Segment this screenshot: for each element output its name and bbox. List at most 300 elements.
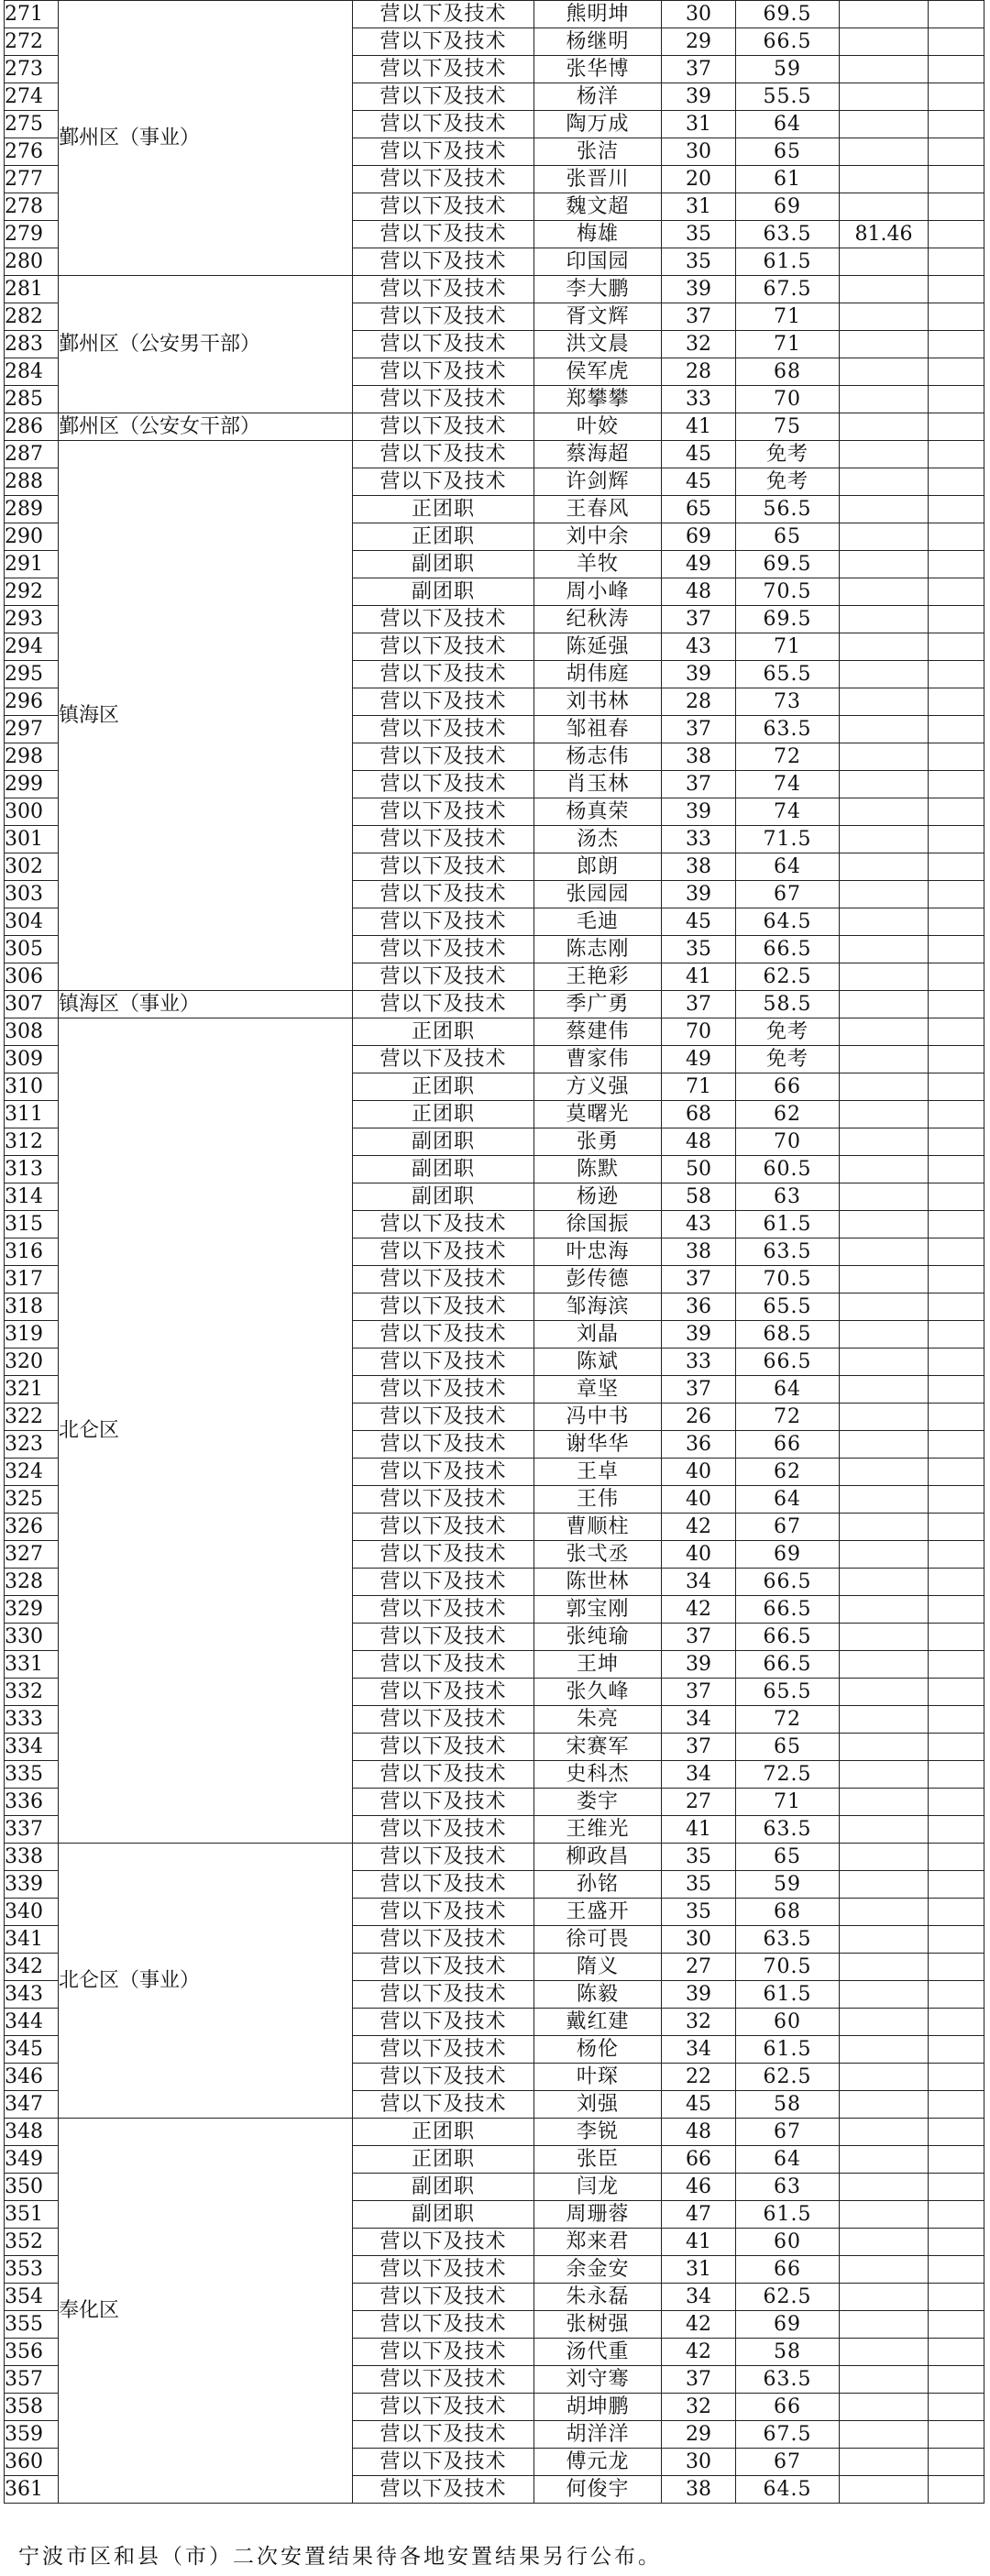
age-cell: 41 <box>662 963 736 991</box>
age-cell: 34 <box>662 2284 736 2311</box>
extra-cell <box>929 1926 984 1954</box>
extra-cell <box>929 28 984 56</box>
age-cell: 37 <box>662 1266 736 1294</box>
total-score-cell <box>840 963 929 991</box>
name-cell: 柳政昌 <box>534 1844 662 1871</box>
extra-cell <box>929 276 984 303</box>
row-index: 288 <box>5 468 59 496</box>
rank-cell: 正团职 <box>353 1018 534 1046</box>
total-score-cell <box>840 1294 929 1321</box>
row-index: 285 <box>5 386 59 413</box>
total-score-cell <box>840 1954 929 1981</box>
name-cell: 方义强 <box>534 1073 662 1101</box>
total-score-cell <box>840 1238 929 1266</box>
extra-cell <box>929 551 984 578</box>
row-index: 359 <box>5 2421 59 2449</box>
extra-cell <box>929 716 984 743</box>
age-cell: 38 <box>662 1238 736 1266</box>
row-index: 271 <box>5 1 59 28</box>
rank-cell: 营以下及技术 <box>353 2449 534 2476</box>
age-cell: 29 <box>662 28 736 56</box>
age-cell: 45 <box>662 908 736 936</box>
score-cell: 72.5 <box>736 1761 840 1789</box>
district-cell: 北仑区（事业） <box>59 1844 353 2119</box>
age-cell: 35 <box>662 248 736 276</box>
age-cell: 69 <box>662 523 736 551</box>
total-score-cell <box>840 1349 929 1376</box>
rank-cell: 营以下及技术 <box>353 853 534 881</box>
total-score-cell <box>840 1459 929 1486</box>
name-cell: 隋义 <box>534 1954 662 1981</box>
age-cell: 37 <box>662 606 736 633</box>
extra-cell <box>929 2449 984 2476</box>
extra-cell <box>929 358 984 386</box>
row-index: 309 <box>5 1046 59 1073</box>
total-score-cell <box>840 798 929 826</box>
rank-cell: 营以下及技术 <box>353 386 534 413</box>
age-cell: 32 <box>662 331 736 358</box>
total-score-cell <box>840 1101 929 1128</box>
rank-cell: 营以下及技术 <box>353 1761 534 1789</box>
row-index: 289 <box>5 496 59 523</box>
score-cell: 56.5 <box>736 496 840 523</box>
table-row <box>5 991 984 1018</box>
age-cell: 42 <box>662 1596 736 1624</box>
row-index: 308 <box>5 1018 59 1046</box>
score-cell: 61.5 <box>736 1981 840 2009</box>
rank-cell: 营以下及技术 <box>353 936 534 963</box>
row-index: 341 <box>5 1926 59 1954</box>
name-cell: 陈志刚 <box>534 936 662 963</box>
row-index: 340 <box>5 1899 59 1926</box>
rank-cell: 营以下及技术 <box>353 2394 534 2421</box>
total-score-cell <box>840 1816 929 1844</box>
rank-cell: 营以下及技术 <box>353 138 534 166</box>
score-cell: 60 <box>736 2009 840 2036</box>
extra-cell <box>929 523 984 551</box>
total-score-cell <box>840 2036 929 2064</box>
extra-cell <box>929 991 984 1018</box>
rank-cell: 营以下及技术 <box>353 661 534 688</box>
age-cell: 48 <box>662 1128 736 1156</box>
row-index: 283 <box>5 331 59 358</box>
total-score-cell <box>840 1624 929 1651</box>
age-cell: 39 <box>662 1651 736 1679</box>
rank-cell: 营以下及技术 <box>353 1238 534 1266</box>
rank-cell: 营以下及技术 <box>353 111 534 138</box>
extra-cell <box>929 1651 984 1679</box>
age-cell: 40 <box>662 1459 736 1486</box>
row-index: 282 <box>5 303 59 331</box>
total-score-cell <box>840 606 929 633</box>
name-cell: 刘书林 <box>534 688 662 716</box>
extra-cell <box>929 2256 984 2284</box>
row-index: 305 <box>5 936 59 963</box>
row-index: 296 <box>5 688 59 716</box>
age-cell: 27 <box>662 1954 736 1981</box>
name-cell: 章坚 <box>534 1376 662 1404</box>
name-cell: 王盛开 <box>534 1899 662 1926</box>
score-cell: 74 <box>736 798 840 826</box>
rank-cell: 营以下及技术 <box>353 413 534 441</box>
name-cell: 曹家伟 <box>534 1046 662 1073</box>
score-cell: 67.5 <box>736 2421 840 2449</box>
age-cell: 47 <box>662 2201 736 2229</box>
name-cell: 杨志伟 <box>534 743 662 771</box>
age-cell: 45 <box>662 468 736 496</box>
extra-cell <box>929 633 984 661</box>
extra-cell <box>929 2174 984 2201</box>
age-cell: 46 <box>662 2174 736 2201</box>
extra-cell <box>929 1128 984 1156</box>
age-cell: 30 <box>662 1 736 28</box>
rank-cell: 营以下及技术 <box>353 468 534 496</box>
row-index: 338 <box>5 1844 59 1871</box>
row-index: 355 <box>5 2311 59 2339</box>
extra-cell <box>929 2201 984 2229</box>
score-cell: 63.5 <box>736 1238 840 1266</box>
score-cell: 61 <box>736 166 840 193</box>
score-cell: 74 <box>736 771 840 798</box>
extra-cell <box>929 1541 984 1569</box>
extra-cell <box>929 1018 984 1046</box>
total-score-cell <box>840 496 929 523</box>
age-cell: 33 <box>662 1349 736 1376</box>
score-cell: 64.5 <box>736 2476 840 2504</box>
rank-cell: 营以下及技术 <box>353 1706 534 1734</box>
row-index: 316 <box>5 1238 59 1266</box>
score-cell: 65 <box>736 523 840 551</box>
extra-cell <box>929 1459 984 1486</box>
rank-cell: 营以下及技术 <box>353 1294 534 1321</box>
rank-cell: 营以下及技术 <box>353 1211 534 1238</box>
name-cell: 莫曙光 <box>534 1101 662 1128</box>
age-cell: 32 <box>662 2009 736 2036</box>
total-score-cell <box>840 2421 929 2449</box>
score-cell: 66.5 <box>736 1569 840 1596</box>
name-cell: 侯军虎 <box>534 358 662 386</box>
score-cell: 64 <box>736 1486 840 1514</box>
rank-cell: 营以下及技术 <box>353 248 534 276</box>
row-index: 321 <box>5 1376 59 1404</box>
extra-cell <box>929 413 984 441</box>
total-score-cell <box>840 716 929 743</box>
extra-cell <box>929 2284 984 2311</box>
rank-cell: 营以下及技术 <box>353 1844 534 1871</box>
age-cell: 45 <box>662 2091 736 2119</box>
rank-cell: 营以下及技术 <box>353 771 534 798</box>
table-row <box>5 1018 984 1046</box>
total-score-cell <box>840 413 929 441</box>
rank-cell: 正团职 <box>353 1101 534 1128</box>
rank-cell: 副团职 <box>353 2201 534 2229</box>
rank-cell: 正团职 <box>353 2146 534 2174</box>
age-cell: 33 <box>662 826 736 853</box>
row-index: 303 <box>5 881 59 908</box>
total-score-cell <box>840 991 929 1018</box>
rank-cell: 营以下及技术 <box>353 1816 534 1844</box>
score-cell: 63.5 <box>736 2366 840 2394</box>
score-cell: 59 <box>736 1871 840 1899</box>
row-index: 294 <box>5 633 59 661</box>
extra-cell <box>929 2421 984 2449</box>
extra-cell <box>929 661 984 688</box>
rank-cell: 副团职 <box>353 1183 534 1211</box>
extra-cell <box>929 1514 984 1541</box>
extra-cell <box>929 1954 984 1981</box>
age-cell: 39 <box>662 1321 736 1349</box>
name-cell: 陶万成 <box>534 111 662 138</box>
age-cell: 26 <box>662 1404 736 1431</box>
row-index: 304 <box>5 908 59 936</box>
age-cell: 39 <box>662 83 736 111</box>
rank-cell: 营以下及技术 <box>353 1376 534 1404</box>
name-cell: 杨洋 <box>534 83 662 111</box>
extra-cell <box>929 1486 984 1514</box>
row-index: 290 <box>5 523 59 551</box>
rank-cell: 营以下及技术 <box>353 56 534 83</box>
rank-cell: 营以下及技术 <box>353 963 534 991</box>
age-cell: 41 <box>662 2229 736 2256</box>
total-score-cell <box>840 111 929 138</box>
extra-cell <box>929 1844 984 1871</box>
total-score-cell <box>840 743 929 771</box>
name-cell: 胥文辉 <box>534 303 662 331</box>
name-cell: 邹海滨 <box>534 1294 662 1321</box>
rank-cell: 营以下及技术 <box>353 1404 534 1431</box>
row-index: 311 <box>5 1101 59 1128</box>
age-cell: 38 <box>662 743 736 771</box>
total-score-cell <box>840 2119 929 2146</box>
name-cell: 徐可畏 <box>534 1926 662 1954</box>
rank-cell: 营以下及技术 <box>353 1624 534 1651</box>
total-score-cell <box>840 1431 929 1459</box>
rank-cell: 营以下及技术 <box>353 193 534 221</box>
score-cell: 63.5 <box>736 716 840 743</box>
rank-cell: 营以下及技术 <box>353 2256 534 2284</box>
total-score-cell <box>840 2229 929 2256</box>
rank-cell: 营以下及技术 <box>353 688 534 716</box>
extra-cell <box>929 1 984 28</box>
age-cell: 39 <box>662 276 736 303</box>
row-index: 348 <box>5 2119 59 2146</box>
name-cell: 胡伟庭 <box>534 661 662 688</box>
row-index: 345 <box>5 2036 59 2064</box>
extra-cell <box>929 2119 984 2146</box>
name-cell: 张勇 <box>534 1128 662 1156</box>
name-cell: 陈毅 <box>534 1981 662 2009</box>
name-cell: 李锐 <box>534 2119 662 2146</box>
name-cell: 魏文超 <box>534 193 662 221</box>
row-index: 332 <box>5 1679 59 1706</box>
extra-cell <box>929 881 984 908</box>
total-score-cell <box>840 2339 929 2366</box>
total-score-cell <box>840 1128 929 1156</box>
row-index: 360 <box>5 2449 59 2476</box>
row-index: 297 <box>5 716 59 743</box>
name-cell: 徐国振 <box>534 1211 662 1238</box>
age-cell: 43 <box>662 633 736 661</box>
row-index: 353 <box>5 2256 59 2284</box>
rank-cell: 营以下及技术 <box>353 1514 534 1541</box>
name-cell: 刘中余 <box>534 523 662 551</box>
extra-cell <box>929 166 984 193</box>
score-cell: 65.5 <box>736 661 840 688</box>
row-index: 278 <box>5 193 59 221</box>
name-cell: 郑攀攀 <box>534 386 662 413</box>
rank-cell: 营以下及技术 <box>353 2229 534 2256</box>
extra-cell <box>929 1679 984 1706</box>
row-index: 317 <box>5 1266 59 1294</box>
extra-cell <box>929 2009 984 2036</box>
name-cell: 张久峰 <box>534 1679 662 1706</box>
extra-cell <box>929 1294 984 1321</box>
district-cell: 镇海区 <box>59 441 353 991</box>
extra-cell <box>929 1349 984 1376</box>
name-cell: 肖玉林 <box>534 771 662 798</box>
rank-cell: 营以下及技术 <box>353 1569 534 1596</box>
total-score-cell <box>840 276 929 303</box>
age-cell: 39 <box>662 881 736 908</box>
row-index: 349 <box>5 2146 59 2174</box>
score-cell: 68 <box>736 358 840 386</box>
score-cell: 62 <box>736 1101 840 1128</box>
name-cell: 何俊宇 <box>534 2476 662 2504</box>
age-cell: 34 <box>662 1706 736 1734</box>
total-score-cell <box>840 1569 929 1596</box>
age-cell: 39 <box>662 1981 736 2009</box>
row-index: 343 <box>5 1981 59 2009</box>
row-index: 312 <box>5 1128 59 1156</box>
age-cell: 37 <box>662 2366 736 2394</box>
age-cell: 28 <box>662 358 736 386</box>
extra-cell <box>929 2339 984 2366</box>
row-index: 291 <box>5 551 59 578</box>
age-cell: 42 <box>662 2311 736 2339</box>
name-cell: 张园园 <box>534 881 662 908</box>
total-score-cell <box>840 1404 929 1431</box>
extra-cell <box>929 1706 984 1734</box>
name-cell: 羊牧 <box>534 551 662 578</box>
total-score-cell <box>840 358 929 386</box>
score-cell: 62.5 <box>736 2284 840 2311</box>
name-cell: 张弌丞 <box>534 1541 662 1569</box>
name-cell: 王卓 <box>534 1459 662 1486</box>
row-index: 306 <box>5 963 59 991</box>
age-cell: 37 <box>662 303 736 331</box>
score-cell: 55.5 <box>736 83 840 111</box>
name-cell: 杨伦 <box>534 2036 662 2064</box>
score-cell: 65 <box>736 1734 840 1761</box>
extra-cell <box>929 1321 984 1349</box>
extra-cell <box>929 606 984 633</box>
total-score-cell <box>840 248 929 276</box>
score-cell: 69.5 <box>736 1 840 28</box>
age-cell: 37 <box>662 56 736 83</box>
rank-cell: 营以下及技术 <box>353 2339 534 2366</box>
row-index: 292 <box>5 578 59 606</box>
row-index: 315 <box>5 1211 59 1238</box>
extra-cell <box>929 1431 984 1459</box>
name-cell: 印国园 <box>534 248 662 276</box>
row-index: 286 <box>5 413 59 441</box>
age-cell: 35 <box>662 1844 736 1871</box>
name-cell: 刘强 <box>534 2091 662 2119</box>
row-index: 281 <box>5 276 59 303</box>
rank-cell: 营以下及技术 <box>353 881 534 908</box>
age-cell: 34 <box>662 1761 736 1789</box>
rank-cell: 营以下及技术 <box>353 2421 534 2449</box>
name-cell: 毛迪 <box>534 908 662 936</box>
placement-results-table <box>4 0 984 2504</box>
extra-cell <box>929 743 984 771</box>
name-cell: 闫龙 <box>534 2174 662 2201</box>
extra-cell <box>929 853 984 881</box>
total-score-cell <box>840 1981 929 2009</box>
total-score-cell <box>840 881 929 908</box>
total-score-cell <box>840 166 929 193</box>
age-cell: 70 <box>662 1018 736 1046</box>
score-cell: 71 <box>736 303 840 331</box>
total-score-cell <box>840 826 929 853</box>
name-cell: 王维光 <box>534 1816 662 1844</box>
age-cell: 50 <box>662 1156 736 1183</box>
extra-cell <box>929 1266 984 1294</box>
age-cell: 40 <box>662 1541 736 1569</box>
age-cell: 68 <box>662 1101 736 1128</box>
age-cell: 37 <box>662 771 736 798</box>
age-cell: 49 <box>662 551 736 578</box>
rank-cell: 营以下及技术 <box>353 1954 534 1981</box>
rank-cell: 营以下及技术 <box>353 1 534 28</box>
extra-cell <box>929 193 984 221</box>
total-score-cell <box>840 193 929 221</box>
score-cell: 65.5 <box>736 1294 840 1321</box>
total-score-cell <box>840 1046 929 1073</box>
rank-cell: 营以下及技术 <box>353 908 534 936</box>
row-index: 274 <box>5 83 59 111</box>
age-cell: 34 <box>662 2036 736 2064</box>
name-cell: 杨逊 <box>534 1183 662 1211</box>
score-cell: 69 <box>736 193 840 221</box>
rank-cell: 营以下及技术 <box>353 743 534 771</box>
score-cell: 67 <box>736 2449 840 2476</box>
name-cell: 史科杰 <box>534 1761 662 1789</box>
age-cell: 38 <box>662 2476 736 2504</box>
score-cell: 66.5 <box>736 1349 840 1376</box>
total-score-cell <box>840 1926 929 1954</box>
row-index: 342 <box>5 1954 59 1981</box>
extra-cell <box>929 2366 984 2394</box>
table-row <box>5 441 984 468</box>
row-index: 284 <box>5 358 59 386</box>
rank-cell: 营以下及技术 <box>353 303 534 331</box>
score-cell: 64.5 <box>736 908 840 936</box>
name-cell: 朱亮 <box>534 1706 662 1734</box>
name-cell: 朱永磊 <box>534 2284 662 2311</box>
name-cell: 孙铭 <box>534 1871 662 1899</box>
score-cell: 66.5 <box>736 936 840 963</box>
rank-cell: 营以下及技术 <box>353 2284 534 2311</box>
extra-cell <box>929 111 984 138</box>
rank-cell: 营以下及技术 <box>353 2091 534 2119</box>
extra-cell <box>929 936 984 963</box>
score-cell: 70 <box>736 386 840 413</box>
rank-cell: 营以下及技术 <box>353 441 534 468</box>
rank-cell: 营以下及技术 <box>353 2311 534 2339</box>
extra-cell <box>929 1624 984 1651</box>
score-cell: 72 <box>736 1706 840 1734</box>
